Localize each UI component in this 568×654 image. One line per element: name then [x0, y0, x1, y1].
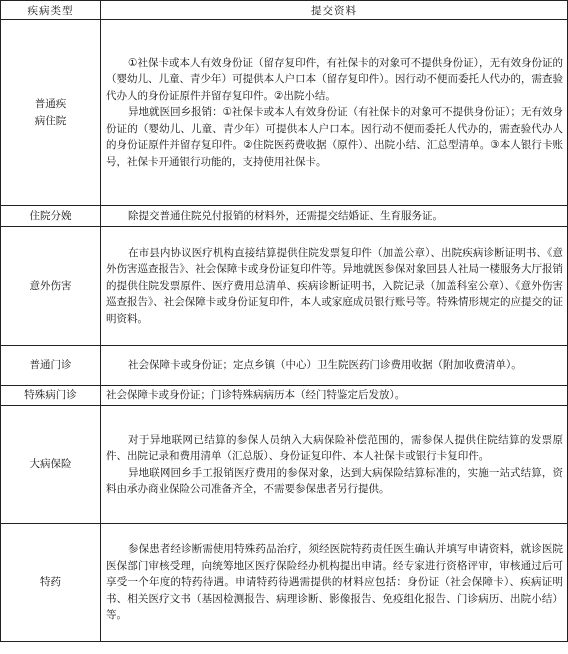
table-row	[1, 20, 568, 206]
category-label: 普通门诊	[29, 359, 72, 371]
category-label: 普通疾病住院	[34, 97, 67, 127]
materials-paragraph: 异地联网回乡手工报销医疗费用的参保对象，达到大病保险结算标准的，实施一站式结算，资料由承办商业保险公司准备齐全，不需要参保患者另行提供。	[106, 466, 563, 495]
table-row	[1, 346, 568, 386]
materials-cell	[101, 206, 568, 227]
materials-paragraph: 对于异地联网已结算的参保人员纳入大病保险补偿范围的，需参保人提供住院结算的发票原件、出院记录和费用清单（汇总版）、身份证复印件、本人社保卡或银行卡复印件。	[106, 433, 563, 463]
category-label: 意外伤害	[29, 279, 72, 292]
materials-paragraph: 异地就医回乡报销：①社保卡或本人有效身份证（有社保卡的对象可不提供身份证）；无有效身份证的（婴幼儿、儿童、青少年）可提供本人户口本。因行动不便而委托人代办的，需查验代办人的身份证原件并留存复印件。②住院医药费收据（原件）、出院小结、汇总型清单。③本人银行卡账号，社保卡开通银行功能的，支持使用社保卡。	[106, 106, 563, 168]
category-cell	[1, 206, 101, 227]
category-cell	[1, 524, 101, 642]
materials-cell	[101, 20, 568, 206]
category-cell	[1, 346, 101, 386]
materials-paragraph: 除提交普通住院兑付报销的材料外，还需提交结婚证、生育服务证。	[128, 209, 444, 222]
header-category: 疾病类型	[1, 1, 101, 20]
header-materials: 提交资料	[101, 1, 568, 20]
materials-paragraph: 社会保障卡或身份证；定点乡镇（中心）卫生院医药门诊费用收据（附加收费清单）。	[128, 359, 522, 372]
category-label: 住院分娩	[29, 209, 72, 222]
table-row	[1, 406, 568, 524]
header-row	[1, 1, 568, 20]
category-cell	[1, 20, 101, 206]
category-label: 大病保险	[29, 458, 72, 470]
category-cell	[1, 386, 101, 406]
materials-cell	[101, 524, 568, 642]
table-row	[1, 206, 568, 227]
category-cell	[1, 406, 101, 524]
materials-cell	[101, 227, 568, 346]
category-label: 特殊病门诊	[24, 389, 77, 401]
table-row	[1, 227, 568, 346]
materials-paragraph: 在市县内协议医疗机构直接结算提供住院发票复印件（加盖公章）、出院疾病诊断证明书、《意外伤害巡查报告》、社会保障卡或身份证复印件等。异地就医参保对象回县人社局一楼服务大厅报销的提供住院发票原件、医疗费用总清单、疾病诊断证明书，入院记录（加盖科室公章）、《意外伤害巡查报告》、社会保障卡或身份证复印件，本人或家庭成员银行账号等。特殊情形规定的应提交的证明资料。	[106, 246, 563, 325]
category-cell	[1, 227, 101, 346]
materials-paragraph: 社会保障卡或身份证；门诊特殊病病历本（经门特鉴定后发放）。	[106, 389, 406, 402]
table-row	[1, 524, 568, 642]
category-label: 特药	[40, 576, 61, 588]
materials-paragraph: ①社保卡或本人有效身份证（留存复印件，有社保卡的对象可不提供身份证），无有效身份证的（婴幼儿、儿童、青少年）可提供本人户口本（留存复印件）。因行动不便而委托人代办的，需查验代办人的身份证原件并留存复印件。②出院小结。	[106, 57, 563, 102]
table-row	[1, 386, 568, 406]
materials-cell	[101, 406, 568, 524]
materials-paragraph: 参保患者经诊断需使用特殊药品治疗，须经医院特药责任医生确认并填写申请资料，就诊医院医保部门审核受理，向统筹地区医疗保险经办机构提出申请。经专家进行资格评审，审核通过后可享受一个年度的特药待遇。申请特药待遇需提供的材料应包括：身份证（社会保障卡）、疾病证明书、相关医疗文书（基因检测报告、病理诊断、影像报告、免疫组化报告、门诊病历、出院小结）等。	[106, 543, 563, 622]
materials-cell	[101, 346, 568, 386]
materials-cell	[101, 386, 568, 406]
